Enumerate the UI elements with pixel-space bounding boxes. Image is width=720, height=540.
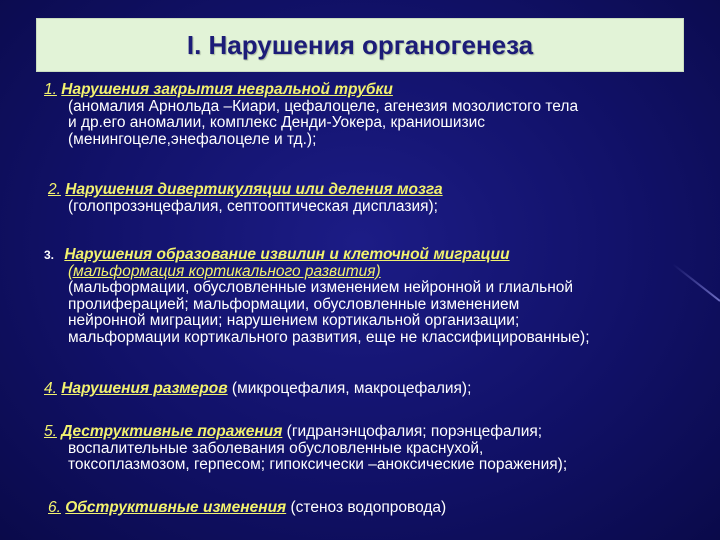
item-4-number: 4. xyxy=(44,380,57,397)
list-item-4 xyxy=(44,381,471,398)
item-4-tail: (микроцефалия, макроцефалия); xyxy=(227,380,472,397)
item-3-number: 3. xyxy=(44,248,55,262)
item-1-line-3: (менингоцеле,энефалоцеле и тд.); xyxy=(68,130,317,148)
item-3-subheading: (мальформация кортикального развития) xyxy=(68,262,381,280)
item-1-heading: Нарушения закрытия невральной трубки xyxy=(61,81,393,98)
decorative-line xyxy=(672,263,720,302)
item-1-line-1: (аномалия Арнольда –Киари, цефалоцеле, агенезия мозолистого тела xyxy=(68,97,579,115)
item-1-number: 1. xyxy=(44,81,57,98)
title-box xyxy=(36,18,684,72)
item-5-line-1: воспалительные заболевания обусловленные краснухой, xyxy=(68,439,484,457)
page-title: I. Нарушения органогенеза xyxy=(186,29,534,60)
list-item-2 xyxy=(48,182,443,215)
item-2-line-1: (голопрозэнцефалия, септооптическая дисплазия); xyxy=(68,197,438,215)
list-item-3 xyxy=(44,247,590,346)
item-6-heading: Обструктивные изменения xyxy=(65,499,287,516)
item-5-heading: Деструктивные поражения xyxy=(61,423,283,440)
list-item-6 xyxy=(48,500,446,517)
item-4-heading: Нарушения размеров xyxy=(61,380,228,397)
item-6-number: 6. xyxy=(48,499,61,516)
item-5-line-2: токсоплазмозом, герпесом; гипоксически –аноксические поражения); xyxy=(68,456,568,473)
item-5-tail: (гидранэнцофалия; порэнцефалия; xyxy=(282,423,543,440)
item-3-line-2: пролиферацией; мальформации, обусловленные изменением xyxy=(68,295,520,313)
item-5-number: 5. xyxy=(44,423,57,440)
item-2-heading: Нарушения дивертикуляции или деления мозга xyxy=(65,181,443,198)
list-item-5 xyxy=(44,424,567,474)
item-3-heading: Нарушения образование извилин и клеточной миграции xyxy=(64,246,510,263)
item-3-line-4: мальформации кортикального развития, еще не классифицированные); xyxy=(68,328,590,346)
item-2-number: 2. xyxy=(48,181,61,198)
item-1-line-2: и др.его аномалии, комплекс Денди-Уокера, краниошизис xyxy=(68,114,486,131)
item-3-line-1: (мальформации, обусловленные изменением нейронной и глиальной xyxy=(68,279,574,296)
item-3-line-3: нейронной миграции; нарушением кортикальной организации; xyxy=(68,312,520,329)
item-6-tail: (стеноз водопровода) xyxy=(286,499,447,516)
list-item-1 xyxy=(44,82,578,148)
